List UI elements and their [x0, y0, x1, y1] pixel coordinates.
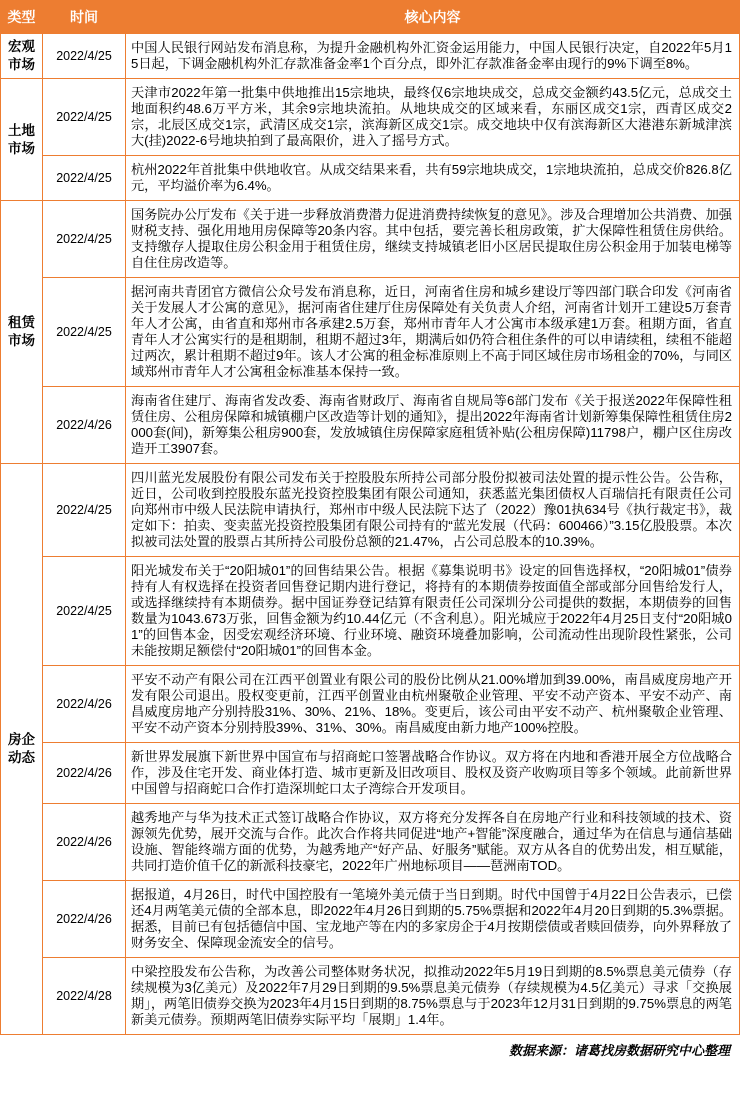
table-row — [1, 557, 740, 666]
date-cell: 2022/4/26 — [43, 881, 126, 958]
date-cell: 2022/4/25 — [43, 464, 126, 557]
table-header-row — [1, 1, 740, 34]
category-cell-land-market: 土地市场 — [1, 79, 43, 201]
date-cell: 2022/4/26 — [43, 743, 126, 804]
category-cell-rental-market: 租赁市场 — [1, 201, 43, 464]
table-row — [1, 666, 740, 743]
content-cell: 杭州2022年首批集中供地收官。从成交结果来看，共有59宗地块成交，1宗地块流拍，总成交价826.8亿元，平均溢价率为6.4%。 — [126, 156, 740, 201]
date-cell: 2022/4/28 — [43, 958, 126, 1035]
date-cell: 2022/4/25 — [43, 557, 126, 666]
content-cell: 中国人民银行网站发布消息称，为提升金融机构外汇资金运用能力，中国人民银行决定，自2022年5月15日起，下调金融机构外汇存款准备金率1个百分点，即外汇存款准备金率由现行的9%下调至8%。 — [126, 34, 740, 79]
date-cell: 2022/4/25 — [43, 156, 126, 201]
content-cell: 越秀地产与华为技术正式签订战略合作协议，双方将充分发挥各自在房地产行业和科技领域的技术、资源领先优势，展开交流与合作。此次合作将共同促进“地产+智能”深度融合，通过华为在信息与通信基础设施、智能终端方面的优势，为越秀地产“好产品、好服务”赋能。双方从各自的优势出发，相互赋能，共同打造价值千亿的新派科技豪宅，2022年广州地标项目——琶洲南TOD。 — [126, 804, 740, 881]
table-row — [1, 743, 740, 804]
table-row — [1, 881, 740, 958]
date-cell: 2022/4/26 — [43, 804, 126, 881]
content-cell: 阳光城发布关于“20阳城01”的回售结果公告。根据《募集说明书》设定的回售选择权，“20阳城01”债券持有人有权选择在投资者回售登记期内进行登记，将持有的本期债券按面值全部或部分回售给发行人，或选择继续持有本期债券。据中国证券登记结算有限责任公司深圳分公司提供的数据，本期债券的回售数量为1043.673万张，回售金额为约10.44亿元（不含利息）。阳光城应于2022年4月25日支付“20阳城01”的回售本金，因受宏观经济环境、行业环境、融资环境叠加影响，公司流动性出现阶段性紧张，公司未能按期足额偿付“20阳城01”的回售本金。 — [126, 557, 740, 666]
table-row — [1, 201, 740, 278]
date-cell: 2022/4/25 — [43, 278, 126, 387]
content-cell: 天津市2022年第一批集中供地推出15宗地块，最终仅6宗地块成交，总成交金额约43.5亿元，总成交土地面积约48.6万平方米，其余9宗地块流拍。从地块成交的区域来看，东丽区成交1宗，西青区成交2宗，北辰区成交1宗，武清区成交1宗，滨海新区成交1宗。成交地块中仅有滨海新区大港港东新城津滨大(挂)2022-6号地块拍到了最高限价，进入了摇号方式。 — [126, 79, 740, 156]
category-cell-developer-news: 房企动态 — [1, 464, 43, 1035]
table-row — [1, 387, 740, 464]
content-cell: 据报道，4月26日，时代中国控股有一笔境外美元债于当日到期。时代中国曾于4月22日公告表示，已偿还4月两笔美元债的全部本息，即2022年4月26日到期的5.75%票据和2022年4月20日到期的5.3%票据。据悉，目前已有包括德信中国、宝龙地产等在内的多家房企于4月按期偿债或者赎回债券，向外界释放了财务安全、保障现金流安全的信号。 — [126, 881, 740, 958]
date-cell: 2022/4/25 — [43, 201, 126, 278]
content-cell: 中梁控股发布公告称，为改善公司整体财务状况，拟推动2022年5月19日到期的8.5%票息美元债券（存续规模为3亿美元）及2022年7月29日到期的9.5%票息美元债券（存续规模为4.5亿美元）寻求「交换展期」，两笔旧债券交换为2023年4月15日到期的8.75%票息与于2023年12月31日到期的9.75%票息的两笔新美元债券。预期两笔旧债券实际平均「展期」1.4年。 — [126, 958, 740, 1035]
category-cell-macro-market: 宏观市场 — [1, 34, 43, 79]
col-header-type: 类型 — [1, 1, 43, 34]
content-cell: 平安不动产有限公司在江西平创置业有限公司的股份比例从21.00%增加到39.00%，南昌威度房地产开发有限公司退出。股权变更前，江西平创置业由杭州聚敬企业管理、平安不动产资本、平安不动产、南昌威度房地产分别持股31%、30%、21%、18%。变更后，该公司由平安不动产、杭州聚敬企业管理、平安不动产资本分别持股39%、31%、30%。南昌威度由新力地产100%控股。 — [126, 666, 740, 743]
table-row — [1, 79, 740, 156]
date-cell: 2022/4/26 — [43, 387, 126, 464]
col-header-time: 时间 — [43, 1, 126, 34]
data-source-note: 数据来源：诸葛找房数据研究中心整理 — [508, 1043, 730, 1058]
content-cell: 海南省住建厅、海南省发改委、海南省财政厅、海南省自规局等6部门发布《关于报送2022年保障性租赁住房、公租房保障和城镇棚户区改造等计划的通知》，提出2022年海南省计划新筹集保障性租赁住房2000套(间)，新筹集公租房900套，发放城镇住房保障家庭租赁补贴(公租房保障)11798户，棚户区住房改造开工3907套。 — [126, 387, 740, 464]
content-cell: 国务院办公厅发布《关于进一步释放消费潜力促进消费持续恢复的意见》。涉及合理增加公共消费、加强财税支持、强化用地用房保障等20条内容。其中包括，要完善长租房政策，扩大保障性租赁住房供给。支持缴存人提取住房公积金用于租赁住房，继续支持城镇老旧小区居民提取住房公积金用于加装电梯等自住住房改造等。 — [126, 201, 740, 278]
table-row — [1, 958, 740, 1035]
table-row — [1, 464, 740, 557]
table-row — [1, 156, 740, 201]
content-cell: 四川蓝光发展股份有限公司发布关于控股股东所持公司部分股份拟被司法处置的提示性公告。公告称，近日，公司收到控股股东蓝光投资控股集团有限公司通知，获悉蓝光集团债权人百瑞信托有限责任公司向郑州市中级人民法院申请执行，郑州市中级人民法院下达了（2022）豫01执634号《执行裁定书》，裁定如下：拍卖、变卖蓝光投资控股集团有限公司持有的“蓝光发展（代码：600466）”3.15亿股股票。本次拟被司法处置的股票占其所持公司股份总额的21.47%，占公司总股本的10.39%。 — [126, 464, 740, 557]
date-cell: 2022/4/26 — [43, 666, 126, 743]
table-row — [1, 804, 740, 881]
col-header-content: 核心内容 — [126, 1, 740, 34]
content-cell: 新世界发展旗下新世界中国宣布与招商蛇口签署战略合作协议。双方将在内地和香港开展全方位战略合作，涉及住宅开发、商业体打造、城市更新及旧改项目、股权及资产收购项目等多个领域。此前新世界中国曾与招商蛇口合作打造深圳蛇口太子湾综合开发项目。 — [126, 743, 740, 804]
content-cell: 据河南共青团官方微信公众号发布消息称，近日，河南省住房和城乡建设厅等四部门联合印发《河南省关于发展人才公寓的意见》，据河南省住建厅住房保障处有关负责人介绍，河南省计划开工建设5万套青年人才公寓，由省直和郑州市各承建2.5万套，郑州市青年人才公寓市本级承建1万套。租期方面，省直青年人才公寓实行的是租期制，租期不超过3年，期满后如仍符合租住条件的可以申请续租，续租不能超过两次，累计租期不超过9年。该人才公寓的租金标准原则上不高于同区域住房市场租金的70%，与同区域郑州市青年人才公寓租金标准基本保持一致。 — [126, 278, 740, 387]
date-cell: 2022/4/25 — [43, 34, 126, 79]
table-row — [1, 278, 740, 387]
table-row — [1, 34, 740, 79]
date-cell: 2022/4/25 — [43, 79, 126, 156]
